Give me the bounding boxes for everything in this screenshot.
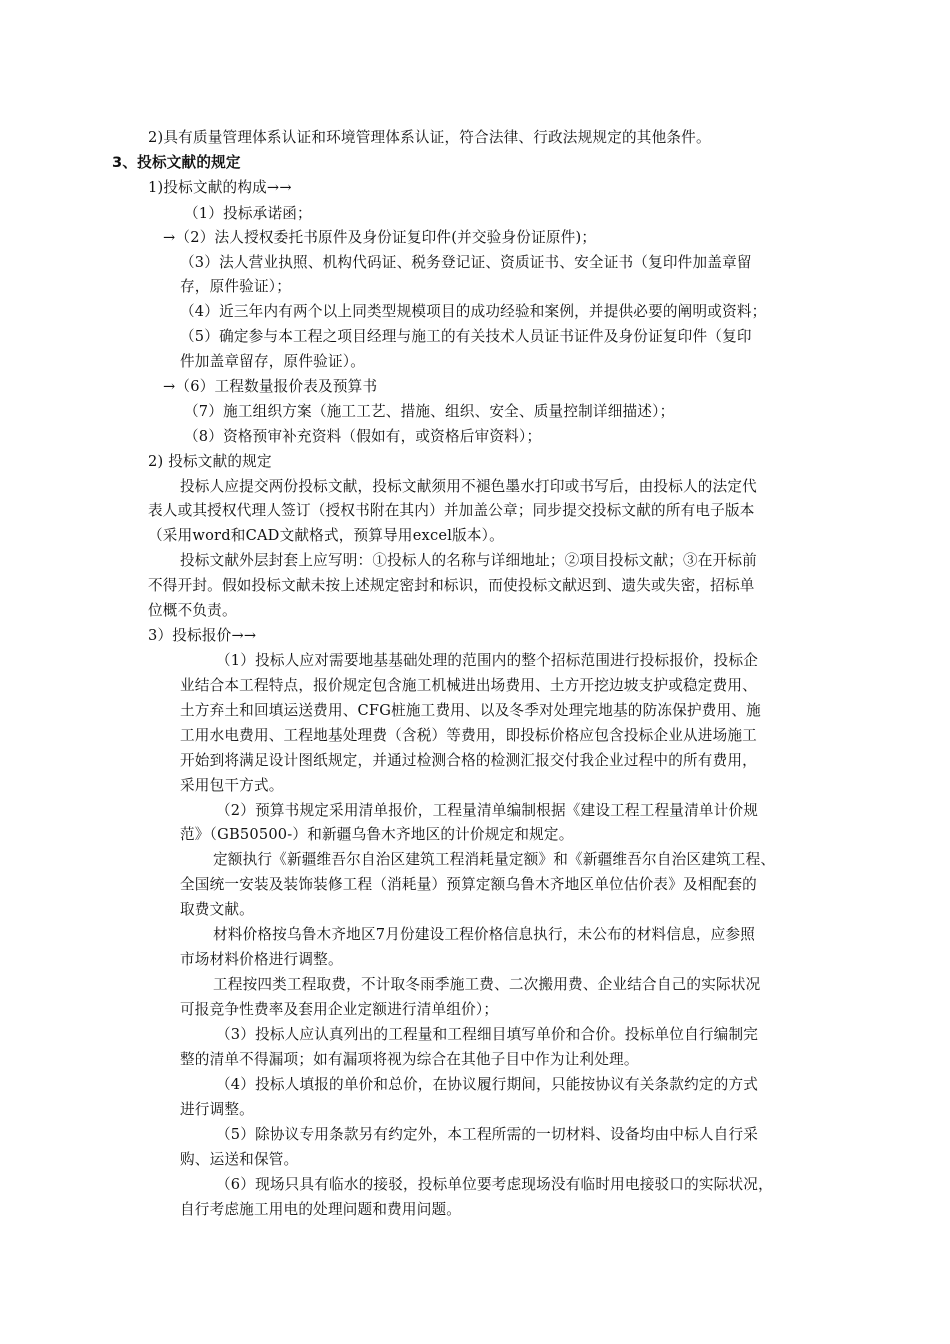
text-line: 2)具有质量管理体系认证和环境管理体系认证，符合法律、行政法规规定的其他条件。 (148, 129, 711, 146)
paragraph-line: （2）预算书规定采用清单报价，工程量清单编制根据《建设工程工程量清单计价规 (216, 802, 759, 819)
list-item: →（2）法人授权委托书原件及身份证复印件(并交验身份证原件)； (163, 229, 597, 246)
paragraph-line: （采用word和CAD文献格式，预算导用excel版本）。 (148, 527, 504, 544)
paragraph-line: 表人或其授权代理人签订（授权书附在其内）并加盖公章；同步提交投标文献的所有电子版本 (148, 502, 755, 519)
paragraph-line: （3）投标人应认真列出的工程量和工程细目填写单价和合价。投标单位自行编制完 (216, 1026, 759, 1043)
list-item: →（6）工程数量报价表及预算书 (163, 378, 378, 395)
paragraph-line: 工用水电费用、工程地基处理费（含税）等费用，即投标价格应包含投标企业从进场施工 (180, 727, 757, 744)
paragraph-line: 可报竞争性费率及套用企业定额进行清单组价）； (180, 1001, 499, 1018)
paragraph-line: 范》（GB50500-）和新疆乌鲁木齐地区的计价规定和规定。 (180, 826, 574, 843)
paragraph-line: 市场材料价格进行调整。 (180, 951, 343, 968)
paragraph-line: 土方弃土和回填运送费用、CFG桩施工费用、以及冬季对处理完地基的防冻保护费用、施 (180, 702, 761, 719)
subheading: 1)投标文献的构成→→ (148, 179, 292, 196)
subheading: 2) 投标文献的规定 (148, 453, 272, 470)
list-item: （3）法人营业执照、机构代码证、税务登记证、资质证书、安全证书（复印件加盖章留 (180, 254, 752, 271)
paragraph-line: （1）投标人应对需要地基基础处理的范围内的整个招标范围进行投标报价，投标企 (216, 652, 759, 669)
paragraph-line: 不得开封。假如投标文献未按上述规定密封和标识，而使投标文献迟到、遗失或失密，招标单 (148, 577, 755, 594)
section-heading: 3、投标文献的规定 (112, 154, 241, 171)
list-item: （5）确定参与本工程之项目经理与施工的有关技术人员证书证件及身份证复印件（复印 (180, 328, 752, 345)
paragraph-line: 投标文献外层封套上应写明：①投标人的名称与详细地址；②项目投标文献；③在开标前 (180, 552, 757, 569)
list-item: （4）近三年内有两个以上同类型规模项目的成功经验和案例，并提供必要的阐明或资料； (180, 303, 767, 320)
paragraph-line: 工程按四类工程取费，不计取冬雨季施工费、二次搬用费、企业结合自己的实际状况 (213, 976, 761, 993)
paragraph-line: 自行考虑施工用电的处理问题和费用问题。 (180, 1201, 462, 1218)
paragraph-line: 全国统一安装及装饰装修工程（消耗量）预算定额乌鲁木齐地区单位估价表》及相配套的 (180, 876, 757, 893)
paragraph-line: 进行调整。 (180, 1101, 254, 1118)
paragraph-line: 定额执行《新疆维吾尔自治区建筑工程消耗量定额》和《新疆维吾尔自治区建筑工程、 (213, 851, 776, 868)
list-item: （1）投标承诺函； (184, 205, 312, 222)
paragraph-line: （6）现场只具有临水的接驳，投标单位要考虑现场没有临时用电接驳口的实际状况， (216, 1176, 773, 1193)
list-item-cont: 存，原件验证）； (180, 278, 292, 295)
list-item-cont: 件加盖章留存，原件验证）。 (180, 353, 366, 370)
paragraph-line: 业结合本工程特点，报价规定包含施工机械进出场费用、土方开挖边坡支护或稳定费用、 (180, 677, 757, 694)
paragraph-line: 开始到将满足设计图纸规定，并通过检测合格的检测汇报交付我企业过程中的所有费用， (180, 752, 757, 769)
paragraph-line: （5）除协议专用条款另有约定外，本工程所需的一切材料、设备均由中标人自行采 (216, 1126, 759, 1143)
paragraph-line: 采用包干方式。 (180, 777, 284, 794)
paragraph-line: 材料价格按乌鲁木齐地区7月份建设工程价格信息执行，未公布的材料信息，应参照 (213, 926, 756, 943)
paragraph-line: 取费文献。 (180, 901, 254, 918)
paragraph-line: 购、运送和保管。 (180, 1151, 299, 1168)
paragraph-line: 位概不负责。 (148, 602, 237, 619)
paragraph-line: 投标人应提交两份投标文献，投标文献须用不褪色墨水打印或书写后，由投标人的法定代 (180, 478, 757, 495)
list-item: （8）资格预审补充资料（假如有，或资格后审资料）； (184, 428, 542, 445)
paragraph-line: （4）投标人填报的单价和总价，在协议履行期间，只能按协议有关条款约定的方式 (216, 1076, 759, 1093)
list-item: （7）施工组织方案（施工工艺、措施、组织、安全、质量控制详细描述）； (184, 403, 675, 420)
subheading: 3）投标报价→→ (148, 627, 257, 644)
paragraph-line: 整的清单不得漏项；如有漏项将视为综合在其他子目中作为让利处理。 (180, 1051, 639, 1068)
